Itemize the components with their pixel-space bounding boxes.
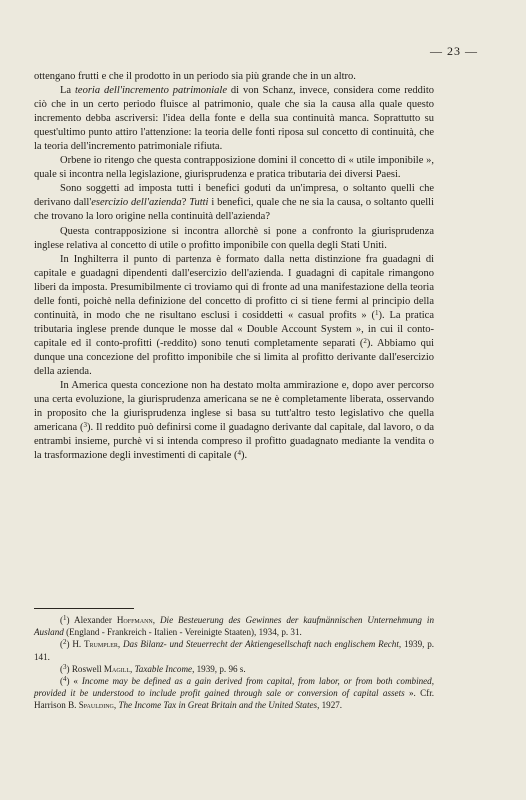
text-run: , [113, 700, 119, 711]
footnotes [34, 614, 434, 712]
paragraph [34, 182, 434, 224]
text-run: Die Besteuerung des Gewinnes der kaufmännischen Unternehmung in Ausland [34, 615, 434, 638]
paragraph [34, 225, 434, 253]
text-run: , [152, 615, 160, 625]
text-run: Hoffmann [116, 615, 153, 625]
paragraph [34, 253, 434, 379]
text-run: Trumpler [84, 639, 118, 650]
text-run: (England - Frankreich - Italien - Vereinigte Staaten), 1934, p. 31. [63, 627, 302, 638]
text-run: ( [60, 663, 64, 674]
paragraph [34, 84, 434, 154]
note-ref: 3 [83, 421, 87, 430]
text-run: ( [60, 639, 64, 650]
note-ref: 1 [375, 308, 379, 317]
text-run: ( [60, 615, 64, 625]
text-run: The Income Tax in Great Britain and the United States [118, 700, 318, 711]
page-number: — 23 — [430, 44, 478, 58]
text-run: La [60, 85, 75, 97]
text-run: In Inghilterra il punto di partenza è formato dalla netta distinzione fra guadagni di capitale e guadagni dipendenti dall'esercizio dell'azienda. I guadagni di capitale rimangono liberi da imposta. Presumibilmente ci troviamo qui di fronte ad una manifestazione della teoria delle fonti, poichè nella definizione del concetto di profitto ci si tiene fermi al principio della continuità, in modo che ne risultano esclusi i cosiddetti « casual profits » ( [34, 253, 434, 321]
text-run: ottengano frutti e che il prodotto in un periodo sia più grande che in un altro. [34, 71, 356, 82]
footnote-separator [34, 608, 134, 609]
text-run: , 1927. [317, 700, 343, 711]
text-run: , 1939, p. 96 s. [192, 663, 246, 674]
paragraph [34, 379, 434, 463]
paragraph [34, 70, 434, 84]
text-run: Tutti [189, 197, 209, 209]
footnote [34, 675, 434, 712]
text-run: ) H. [66, 639, 84, 650]
text-run: Orbene io ritengo che questa contrapposizione domini il concetto di « utile imponibile », quale si incontra nella legislazione, giurisprudenza e pratica tributaria dei diversi Paesi. [34, 155, 434, 181]
footnote [34, 614, 434, 638]
text-run: di von Schanz, invece, considera come reddito ciò che in un certo periodo fluisce al patrimonio, quale che sia la causa alla quale questo incremento debba ascriversi: l'idea della fonte e della sua continuità manca. Soprattutto su quest'ultimo punto attiro l'attenzione: la teoria delle fonti riposa sul concetto di continuità, che la teoria dell'incremento patrimoniale rifiuta. [34, 85, 434, 153]
text-run: teoria dell'incremento patrimoniale [75, 85, 227, 97]
text-run: ? [181, 197, 190, 209]
note-ref: 2 [63, 638, 67, 647]
text-run: ) Alexander [66, 615, 117, 625]
text-run: Taxable Income [134, 663, 193, 674]
text-run: Questa contrapposizione si incontra allorchè si pone a confronto la giurisprudenza inglese relativa al concetto di utile o profitto imponibile con quella degli Stati Uniti. [34, 225, 434, 251]
note-ref: 4 [63, 675, 67, 684]
text-run: Das Bilanz- und Steuerrecht der Aktiengesellschaft nach englischem Recht [122, 639, 399, 650]
text-run: ». Cfr. Harrison B. [34, 688, 434, 711]
text-run: , [117, 639, 123, 650]
text-run: ). Abbiamo qui dunque una concezione del profitto imponibile che si limita al profitto derivante dall'esercizio della azienda. [34, 337, 435, 377]
text-run: Spaulding [78, 700, 114, 711]
note-ref: 2 [363, 336, 367, 345]
note-ref: 3 [63, 662, 67, 671]
paragraph [34, 154, 434, 182]
note-ref: 1 [63, 614, 67, 622]
footnote [34, 638, 434, 662]
footnote [34, 663, 434, 675]
text-run: ) Roswell [66, 663, 104, 674]
text-run: Magill [103, 663, 131, 674]
text-run: esercizio dell'azienda [91, 197, 182, 209]
text-run: Sono soggetti ad imposta tutti i benefici goduti da un'impresa, o soltanto quelli che derivano dall' [34, 183, 434, 209]
text-run: ) « [66, 676, 82, 687]
note-ref: 4 [237, 449, 242, 458]
text-run: ). La pratica tributaria inglese prende dunque le mosse dal « Double Account System », in cui il conto-capitale ed il conto-profitti (-reddito) sono tenuti completamente separati ( [34, 309, 434, 349]
text-run: ( [60, 676, 64, 687]
text-run: , 1939, p. 141. [34, 639, 435, 662]
text-run: , [130, 663, 135, 674]
text-run: i benefici, quale che ne sia la causa, o soltanto quelli che trovano la loro origine nella continuità dell'azienda? [34, 197, 435, 223]
text-run: ). Il reddito può definirsi come il guadagno derivante dal capitale, dal lavoro, o da entrambi insieme, purchè vi si intenda compreso il profitto guadagnato mediante la vendita o la trasformazione degli investimenti di capitale ( [34, 422, 434, 462]
body-text [34, 70, 434, 463]
text-run: In America questa concezione non ha destato molta ammirazione e, dopo aver percorso una certa evoluzione, la giurisprudenza americana se ne è completamente liberata, osservando in proposito che la giurisprudenza inglese si basa su tutt'altro testo legislativo che quella americana ( [34, 380, 434, 434]
text-run: ). [241, 450, 248, 462]
text-run: Income may be defined as a gain derived from capital, from labor, or from both combined, provided it be understood to include profit gained through sale or conversion of capital assets [34, 676, 435, 699]
